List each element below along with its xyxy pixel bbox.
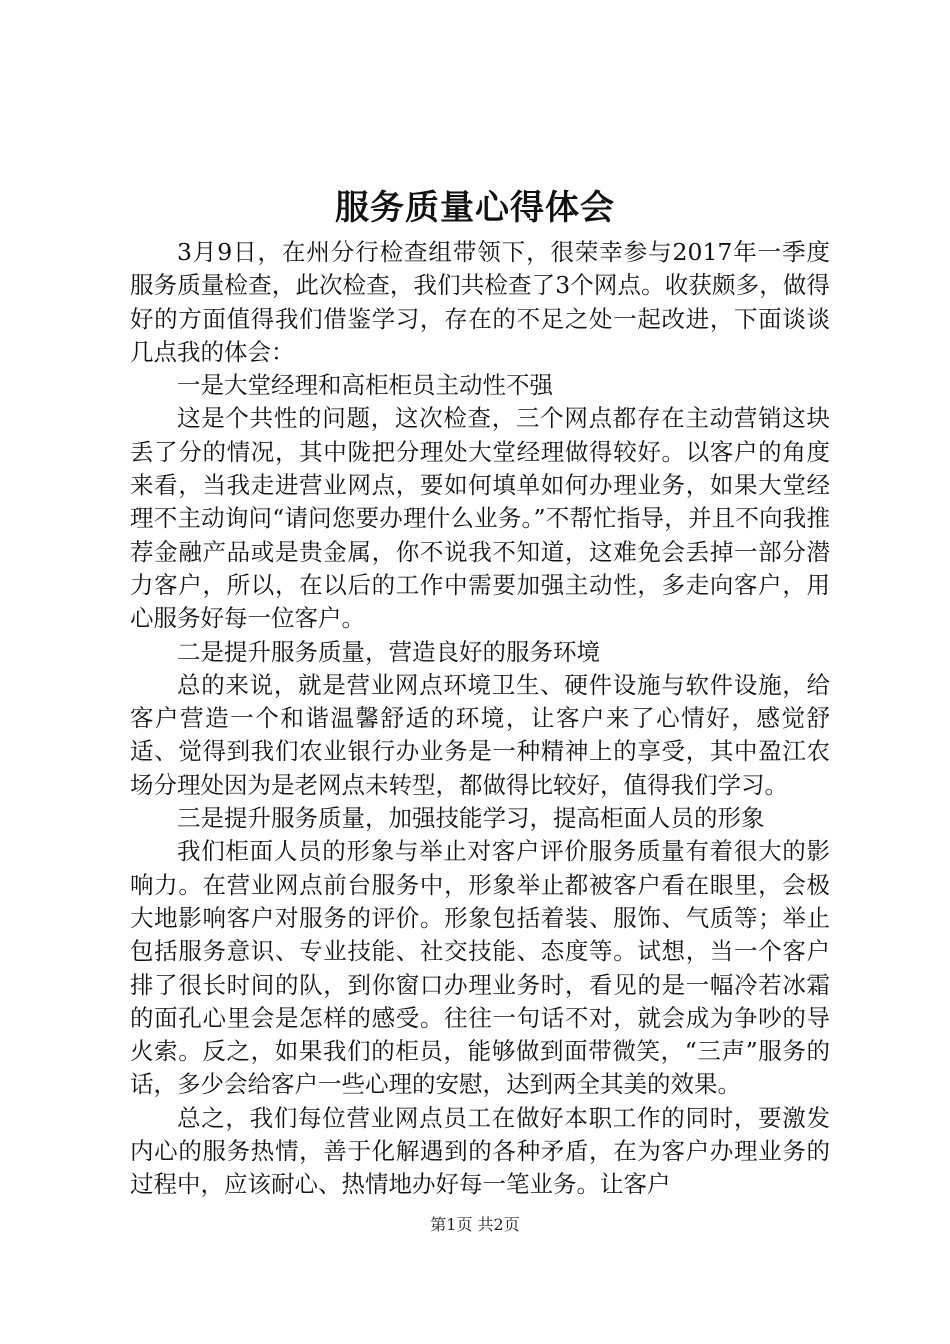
document-body — [130, 236, 830, 1202]
paragraph-section-1: 这是个共性的问题，这次检查，三个网点都存在主动营销这块丢了分的情况，其中陇把分理处大堂经理做得较好。以客户的角度来看，当我走进营业网点，要如何填单如何办理业务，如果大堂经理不主动询问“请问您要办理什么业务。”不帮忙指导，并且不向我推荐金融产品或是贵金属，你不说我不知道，这难免会丢掉一部分潜力客户，所以，在以后的工作中需要加强主动性，多走向客户，用心服务好每一位客户。 — [130, 404, 830, 633]
page-footer: 第1页 共2页 — [430, 1215, 520, 1234]
section-heading-3: 三是提升服务质量，加强技能学习，提高柜面人员的形象 — [177, 804, 765, 833]
paragraph-conclusion: 总之，我们每位营业网点员工在做好本职工作的同时，要激发内心的服务热情，善于化解遇到的各种矛盾，在为客户办理业务的过程中，应该耐心、热情地办好每一笔业务。让客户 — [130, 1103, 830, 1199]
paragraph-section-2: 总的来说，就是营业网点环境卫生、硬件设施与软件设施，给客户营造一个和谐温馨舒适的环境，让客户来了心情好，感觉舒适、觉得到我们农业银行办业务是一种精神上的享受，其中盈江农场分理处因为是老网点未转型，都做得比较好，值得我们学习。 — [130, 670, 830, 799]
paragraph-section-3: 我们柜面人员的形象与举止对客户评价服务质量有着很大的影响力。在营业网点前台服务中，形象举止都被客户看在眼里，会极大地影响客户对服务的评价。形象包括着装、服饰、气质等；举止包括服务意识、专业技能、社交技能、态度等。试想，当一个客户排了很长时间的队，到你窗口办理业务时，看见的是一幅冷若冰霜的面孔心里会是怎样的感受。往往一句话不对，就会成为争吵的导火索。反之，如果我们的柜员，能够做到面带微笑，“三声”服务的话，多少会给客户一些心理的安慰，达到两全其美的效果。 — [130, 837, 830, 1099]
section-heading-1: 一是大堂经理和高柜柜员主动性不强 — [177, 371, 553, 400]
paragraph-intro: 3月9日，在州分行检查组带领下，很荣幸参与2017年一季度服务质量检查，此次检查，我们共检查了3个网点。收获颇多，做得好的方面值得我们借鉴学习，存在的不足之处一起改进，下面谈谈几点我的体会： — [130, 238, 830, 366]
page-title: 服务质量心得体会 — [335, 188, 615, 228]
section-heading-2: 二是提升服务质量，营造良好的服务环境 — [177, 637, 600, 666]
